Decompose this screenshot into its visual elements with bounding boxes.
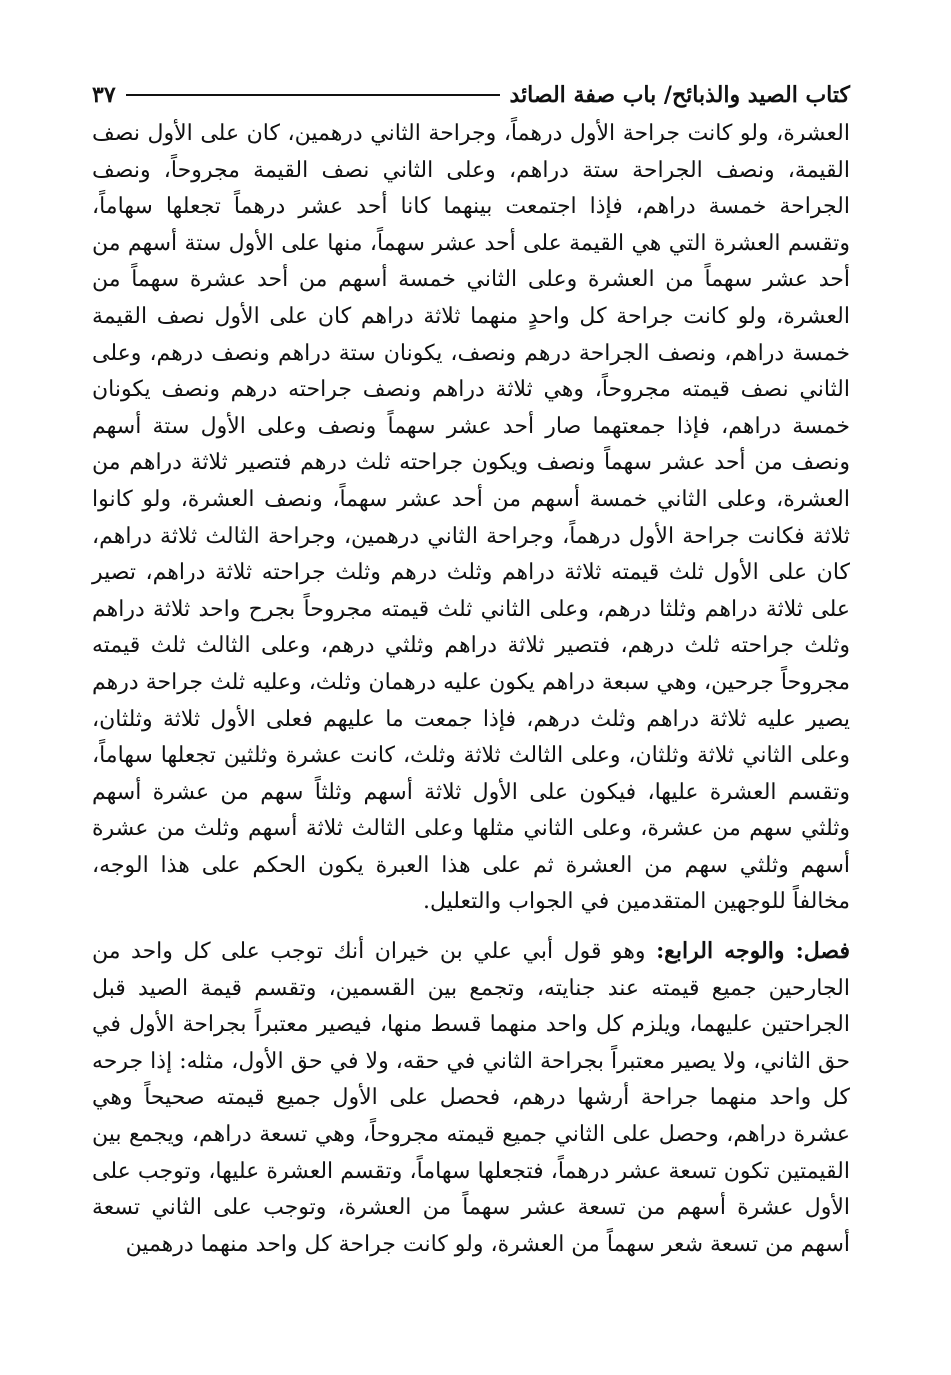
running-header <box>92 76 850 114</box>
section-heading: فصل: والوجه الرابع: <box>656 938 850 965</box>
paragraph-1 <box>92 116 850 921</box>
header-rule <box>126 94 500 96</box>
paragraph-2-text: وهو قول أبي علي بن خيران أنك توجب على كل واحد من الجارحين جميع قيمته عند جنايته، وتجمع بين القسمين، وتقسم قيمة الصيد قبل الجراحتين عليهما، ويلزم كل واحد منهما قسط منها، فيصير معتبراً بجراحة الأول في حق الثاني، ولا يصير معتبراً بجراحة الثاني في حقه، ولا في حق الأول، مثله: إذا جرحه كل واحد منهما جراحة أرشها درهم، فحصل على الأول جميع قيمته صحيحاً وهي عشرة دراهم، وحصل على الثاني جميع قيمته مجروحاً، وهي تسعة دراهم، ويجمع بين القيمتين تكون تسعة عشر درهماً، فتجعلها سهاماً، وتقسم العشرة عليها، وتوجب على الأول عشرة أسهم من تسعة عشر سهماً من العشرة، وتوجب على الثاني تسعة أسهم من تسعة شعر سهماً من العشرة، ولو كانت جراحة كل واحد منهما درهمين <box>92 939 851 1257</box>
paragraph-1-text: العشرة، ولو كانت جراحة الأول درهماً، وجراحة الثاني درهمين، كان على الأول نصف القيمة، ونصف الجراحة ستة دراهم، وعلى الثاني نصف القيمة مجروحاً، ونصف الجراحة خمسة دراهم، فإذا اجتمعت بينهما كانا أحد عشر درهماً تجعلها سهاماً، وتقسم العشرة التي هي القيمة على أحد عشر سهماً، منها على الأول ستة أسهم من أحد عشر سهماً من العشرة وعلى الثاني خمسة أسهم من أحد عشرة سهماً من العشرة، ولو كانت جراحة كل واحدٍ منهما ثلاثة دراهم كان على الأول نصف القيمة خمسة دراهم، ونصف الجراحة درهم ونصف، يكونان ستة دراهم ونصف درهم، وعلى الثاني نصف قيمته مجروحاً، وهي ثلاثة دراهم ونصف جراحته درهم ونصف يكونان خمسة دراهم، فإذا جمعتهما صار أحد عشر سهماً ونصف وعلى الأول ستة أسهم ونصف من أحد عشر سهماً ونصف ويكون جراحته ثلث درهم فتصير ثلاثة دراهم من العشرة، وعلى الثاني خمسة أسهم من أحد عشر سهماً، ونصف العشرة، ولو كانوا ثلاثة فكانت جراحة الأول درهماً، وجراحة الثاني درهمين، وجراحة الثالث ثلاثة دراهم، كان على الأول ثلث قيمته ثلاثة دراهم وثلث درهم وثلث جراحته ثلاثة دراهم، تصير على ثلاثة دراهم وثلثا درهم، وعلى الثاني ثلث قيمته مجروحاً بجرح واحد ثلاثة دراهم وثلث جراحته ثلث درهم، فتصير ثلاثة دراهم وثلثي درهم، وعلى الثالث ثلث قيمته مجروحاً جرحين، وهي سبعة دراهم يكون عليه درهمان وثلث، وعليه ثلث جراحة درهم يصير عليه ثلاثة دراهم وثلث درهم، فإذا جمعت ما عليهم فعلى الأول ثلاثة وثلثان، وعلى الثاني ثلاثة وثلثان، وعلى الثالث ثلاثة وثلث، كانت عشرة وثلثين تجعلها سهاماً، وتقسم العشرة عليها، فيكون على الأول ثلاثة أسهم وثلثاً سهم من عشرة أسهم وثلثي سهم من عشرة، وعلى الثاني مثلها وعلى الثالث ثلاثة أسهم وثلث من عشرة أسهم وثلثي سهم من العشرة ثم على هذا العبرة يكون الحكم على هذا الوجه، مخالفاً للوجهين المتقدمين في الجواب والتعليل. <box>92 121 850 915</box>
running-header-title: كتاب الصيد والذبائح/ باب صفة الصائد <box>509 82 850 108</box>
page-number: ٣٧ <box>92 82 116 108</box>
paragraph-2 <box>92 933 850 1263</box>
body-text <box>92 116 850 1263</box>
book-page <box>92 76 850 1336</box>
